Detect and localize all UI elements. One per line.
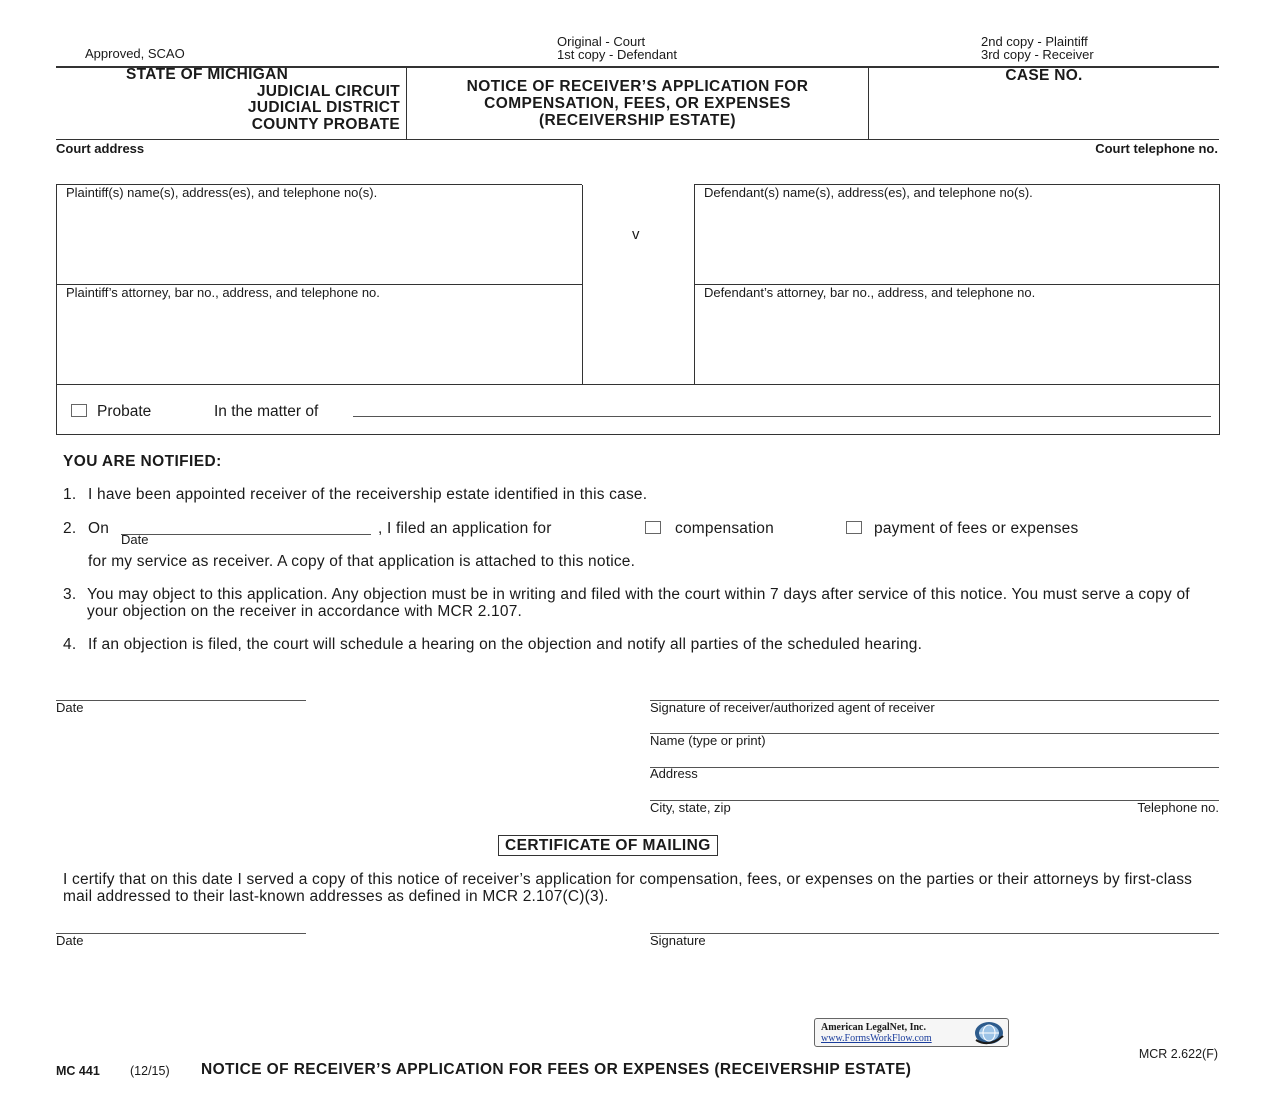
certificate-date-label: Date [56,933,84,948]
footer-title: NOTICE OF RECEIVER’S APPLICATION FOR FEES OR EXPENSES (RECEIVERSHIP ESTATE) [201,1061,912,1078]
sign-date-label: Date [56,700,84,715]
parties-bottom-rule [56,384,1220,385]
original-copy-label: Original - Court [557,34,646,49]
defendant-label: Defendant(s) name(s), address(es), and telephone no(s). [704,185,1033,200]
application-date-line[interactable] [121,534,371,535]
globe-icon [972,1020,1006,1046]
title-line-2: COMPENSATION, FEES, OR EXPENSES [484,95,791,112]
certificate-heading: CERTIFICATE OF MAILING [498,835,718,856]
first-copy-label: 1st copy - Defendant [557,47,677,62]
item4-number: 4. [63,636,77,653]
court-info [56,67,400,133]
form-revision: (12/15) [130,1064,170,1078]
plaintiff-attorney-label: Plaintiff’s attorney, bar no., address, and telephone no. [66,285,380,300]
third-copy-label: 3rd copy - Receiver [981,47,1094,62]
matter-input-line[interactable] [353,416,1211,417]
item3-text: You may object to this application. Any objection must be in writing and filed with the court within 7 days after service of this notice. You must serve a copy of your objection on the receiver in accordance with MCR 2.107. [87,586,1190,620]
address-label: Address [650,766,698,781]
city-line[interactable] [650,800,1219,801]
defendant-attorney-label: Defendant’s attorney, bar no., address, and telephone no. [704,285,1036,300]
title-line-3: (RECEIVERSHIP ESTATE) [538,112,736,129]
city-label: City, state, zip [650,800,731,815]
certificate-signature-line[interactable] [650,933,1219,934]
matter-label: In the matter of [214,403,319,420]
approved-label: Approved, SCAO [85,46,185,61]
logo-url[interactable]: www.FormsWorkFlow.com [821,1033,932,1044]
fees-expenses-checkbox[interactable] [846,521,862,534]
compensation-label: compensation [675,520,774,537]
sign-date-line[interactable] [56,700,306,701]
parties-box [56,184,1220,435]
probate-label: Probate [97,403,152,420]
certificate-signature-label: Signature [650,933,706,948]
item2-number: 2. [63,520,77,537]
item4-text: If an objection is filed, the court will schedule a hearing on the objection and notify all parties of the scheduled hearing. [88,636,923,653]
form-title [407,78,868,129]
court-telephone-label: Court telephone no. [1095,141,1218,156]
logo-company: American LegalNet, Inc. [821,1022,926,1033]
circuit-label: JUDICIAL CIRCUIT [256,82,400,100]
fees-expenses-label: payment of fees or expenses [874,520,1079,537]
address-line[interactable] [650,767,1219,768]
versus-label: v [632,226,640,243]
certificate-date-line[interactable] [56,933,306,934]
state-label: STATE OF MICHIGAN [126,66,289,83]
title-line-1: NOTICE OF RECEIVER’S APPLICATION FOR [466,78,809,95]
mcr-reference: MCR 2.622(F) [1138,1047,1218,1061]
form-number: MC 441 [56,1064,100,1078]
probate-court-label: COUNTY PROBATE [251,115,400,133]
item2-on: On [88,520,110,537]
probate-checkbox[interactable] [71,404,87,417]
plaintiff-right-border [582,184,583,384]
telephone-label: Telephone no. [1137,800,1219,815]
item1-text: I have been appointed receiver of the receivership estate identified in this case. [88,486,648,503]
item2-filed-text: , I filed an application for [378,520,552,537]
receiver-signature-label: Signature of receiver/authorized agent of receiver [650,700,935,715]
legalnet-logo[interactable] [814,1018,1009,1047]
court-address-label: Court address [56,141,145,156]
district-label: JUDICIAL DISTRICT [247,99,400,116]
item3-number: 3. [63,586,77,603]
middle-gap [582,184,694,185]
notice-heading: YOU ARE NOTIFIED: [63,453,222,470]
plaintiff-label: Plaintiff(s) name(s), address(es), and telephone no(s). [66,185,378,200]
case-no-label: CASE NO. [1005,67,1083,84]
name-label: Name (type or print) [650,733,766,748]
certificate-text: I certify that on this date I served a copy of this notice of receiver’s application for compensation, fees, or expenses on the parties or their attorneys by first-class mail addressed to their last-known addresses as defined in MCR 2.107(C)(3). [63,871,1193,905]
item2-continuation: for my service as receiver. A copy of that application is attached to this notice. [88,553,636,570]
item1-number: 1. [63,486,77,503]
second-copy-label: 2nd copy - Plaintiff [981,34,1088,49]
compensation-checkbox[interactable] [645,521,661,534]
application-date-label: Date [121,532,149,547]
header-bottom-rule [56,139,1219,140]
